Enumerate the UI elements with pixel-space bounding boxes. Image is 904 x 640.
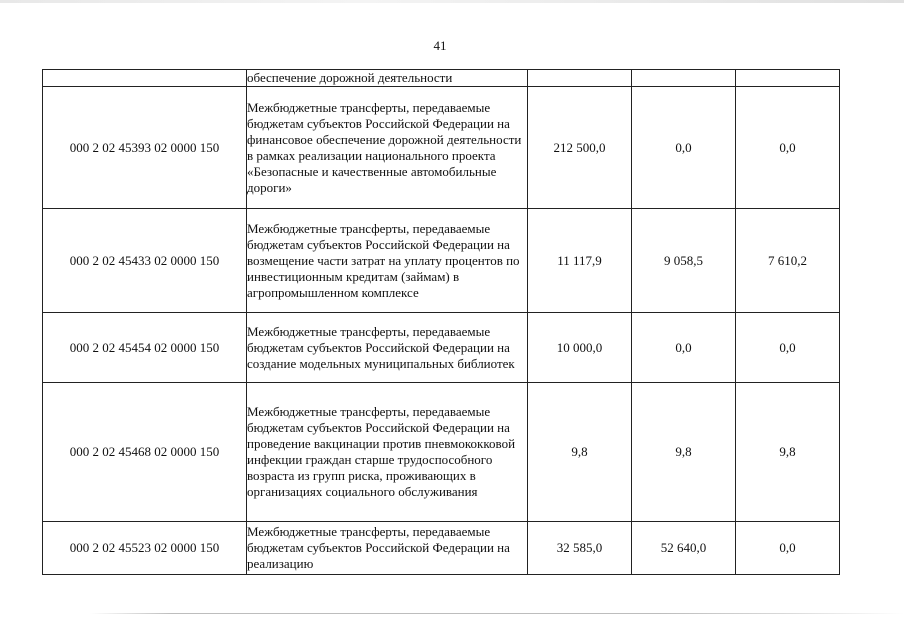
value-cell-year1: 11 117,9 [528,209,632,313]
table-row [43,87,840,209]
value-cell-year3: 9,8 [736,383,840,522]
value-cell-year1: 9,8 [528,383,632,522]
table-row [43,522,840,575]
budget-code-cell: 000 2 02 45523 02 0000 150 [43,522,247,575]
value-cell-year1: 10 000,0 [528,313,632,383]
value-cell-year3: 0,0 [736,313,840,383]
budget-table [42,69,840,575]
scan-top-edge [0,0,904,3]
scan-bottom-edge [90,613,904,614]
value-cell-year3: 7 610,2 [736,209,840,313]
table-row [43,70,840,87]
description-cell: Межбюджетные трансферты, передаваемые бюджетам субъектов Российской Федерации на финансовое обеспечение дорожной деятельности в рамках реализации национального проекта «Безопасные и качественные автомобильные дороги» [247,87,528,209]
value-cell-year2: 0,0 [632,87,736,209]
budget-code-cell [43,70,247,87]
value-cell-year2: 9 058,5 [632,209,736,313]
budget-code-cell: 000 2 02 45393 02 0000 150 [43,87,247,209]
description-cell: Межбюджетные трансферты, передаваемые бюджетам субъектов Российской Федерации на реализацию [247,522,528,575]
value-cell-year2: 0,0 [632,313,736,383]
value-cell-year3: 0,0 [736,522,840,575]
value-cell-year2: 9,8 [632,383,736,522]
table-row [43,209,840,313]
value-cell-year1 [528,70,632,87]
table-row [43,383,840,522]
description-cell: обеспечение дорожной деятельности [247,70,528,87]
description-cell: Межбюджетные трансферты, передаваемые бюджетам субъектов Российской Федерации на проведение вакцинации против пневмококковой инфекции граждан старше трудоспособного возраста из групп риска, проживающих в организациях социального обслуживания [247,383,528,522]
value-cell-year1: 32 585,0 [528,522,632,575]
table-row [43,313,840,383]
value-cell-year1: 212 500,0 [528,87,632,209]
value-cell-year2: 52 640,0 [632,522,736,575]
value-cell-year3: 0,0 [736,87,840,209]
page-number: 41 [433,38,447,53]
value-cell-year2 [632,70,736,87]
value-cell-year3 [736,70,840,87]
budget-code-cell: 000 2 02 45454 02 0000 150 [43,313,247,383]
budget-code-cell: 000 2 02 45433 02 0000 150 [43,209,247,313]
budget-code-cell: 000 2 02 45468 02 0000 150 [43,383,247,522]
description-cell: Межбюджетные трансферты, передаваемые бюджетам субъектов Российской Федерации на создание модельных муниципальных библиотек [247,313,528,383]
description-cell: Межбюджетные трансферты, передаваемые бюджетам субъектов Российской Федерации на возмещение части затрат на уплату процентов по инвестиционным кредитам (займам) в агропромышленном комплексе [247,209,528,313]
